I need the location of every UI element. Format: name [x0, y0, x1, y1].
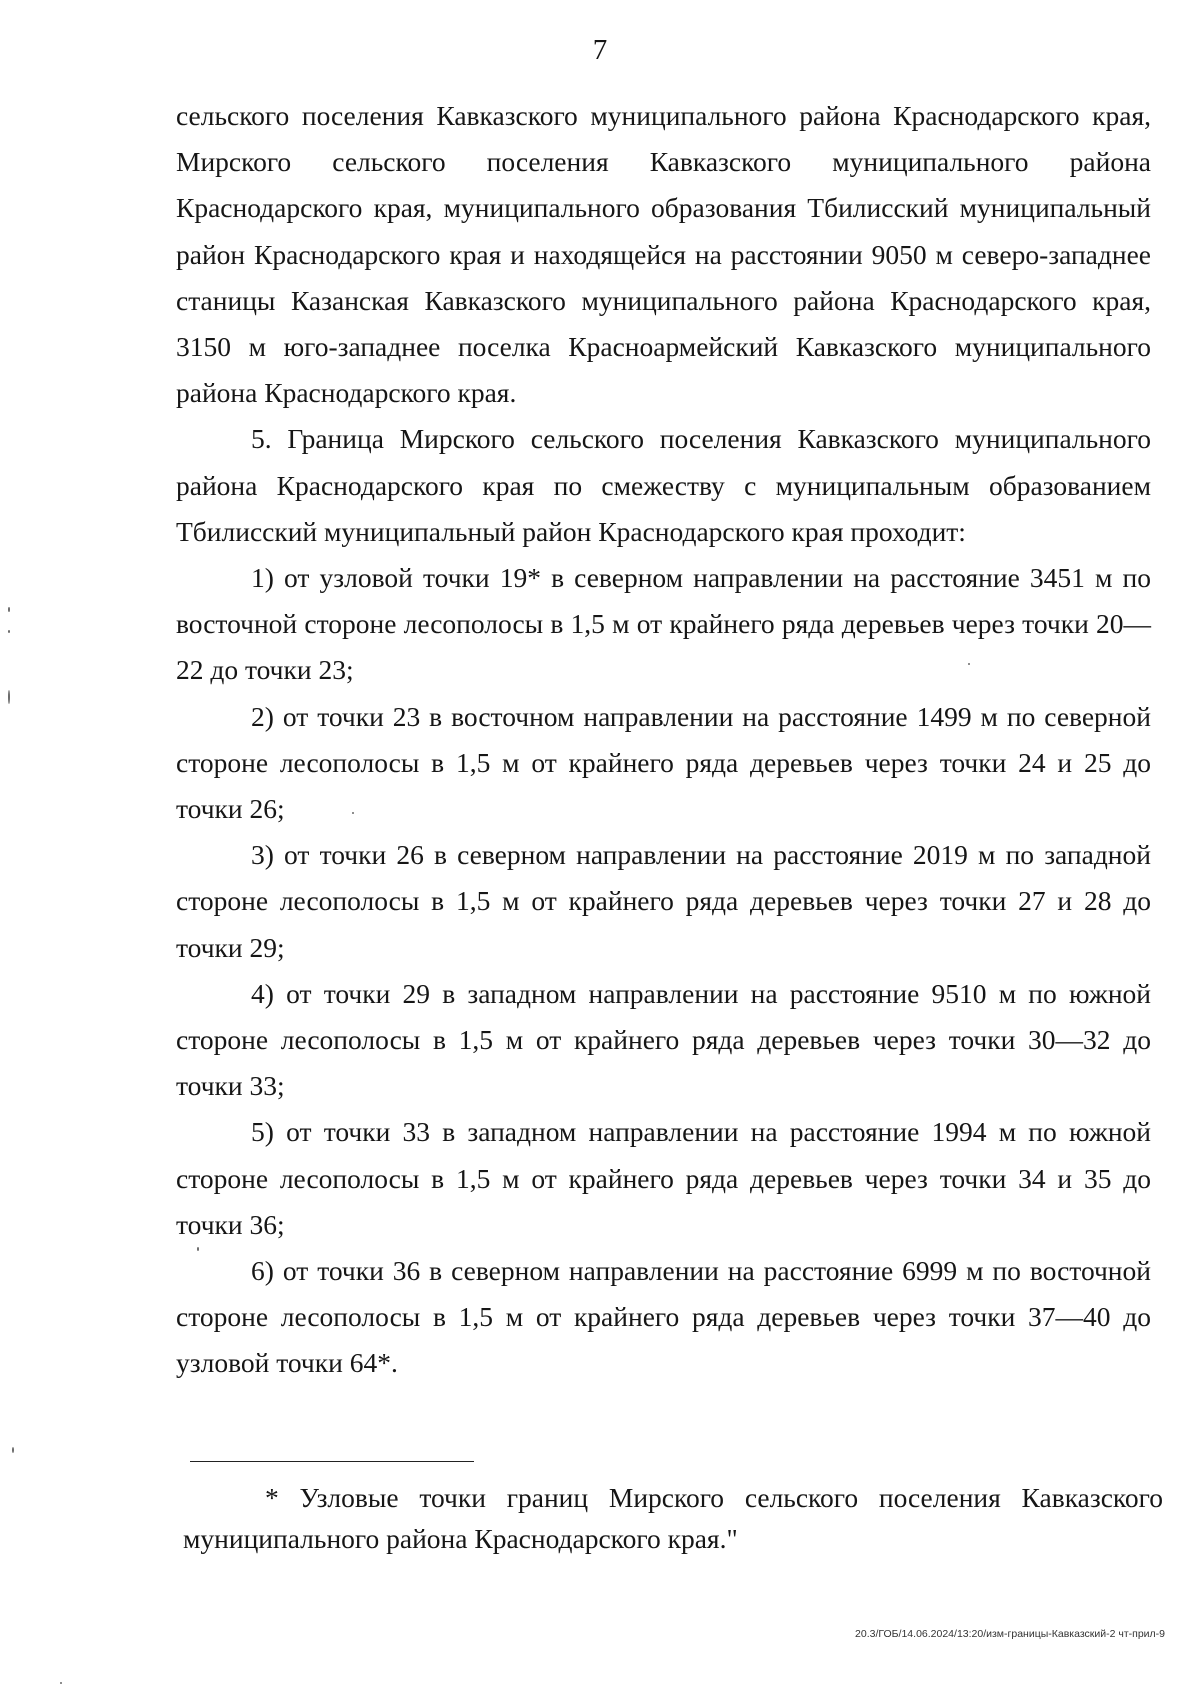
- boundary-item-3: 3) от точки 26 в северном направлении на расстояние 2019 м по западной стороне лесополосы в 1,5 м от крайнего ряда деревьев через точки 27 и 28 до точки 29;: [176, 839, 1151, 963]
- boundary-item-2: 2) от точки 23 в восточном направлении на расстояние 1499 м по северной стороне лесополосы в 1,5 м от крайнего ряда деревьев через точки 24 и 25 до точки 26;: [176, 700, 1151, 825]
- scan-speck: [352, 812, 354, 814]
- scan-speck: [8, 630, 10, 633]
- scan-speck: [60, 1682, 62, 1684]
- document-body: [176, 93, 1151, 1387]
- boundary-item-4: 4) от точки 29 в западном направлении на расстояние 9510 м по южной стороне лесополосы в 1,5 м от крайнего ряда деревьев через точки 30—32 до точки 33;: [176, 977, 1151, 1102]
- scan-speck: [12, 1447, 14, 1453]
- paragraph-section-5: 5. Граница Мирского сельского поселения Кавказского муниципального района Краснодарского края по смежеству с муниципальным образованием Тбилисский муниципальный район Краснодарского края проходит:: [176, 423, 1151, 547]
- scan-speck: [968, 663, 970, 665]
- scan-speck: [8, 607, 10, 612]
- footnote-separator: [190, 1461, 474, 1462]
- paragraph-continuation: сельского поселения Кавказского муниципального района Краснодарского края, Мирского сельского поселения Кавказского муниципального района Краснодарского края, муниципального образования Тбилисский муниципальный район Краснодарского края и находящейся на расстоянии 9050 м северо-западнее станицы Казанская Кавказского муниципального района Краснодарского края, 3150 м юго-западнее поселка Красноармейский Кавказского муниципального района Краснодарского края.: [176, 100, 1151, 409]
- page-number: 7: [592, 34, 608, 66]
- boundary-item-6: 6) от точки 36 в северном направлении на расстояние 6999 м по восточной стороне лесополосы в 1,5 м от крайнего ряда деревьев через точки 37—40 до узловой точки 64*.: [176, 1255, 1151, 1379]
- scan-speck: [197, 1247, 199, 1251]
- scan-speck: [8, 690, 10, 704]
- footnote: [183, 1477, 1163, 1559]
- boundary-item-5: 5) от точки 33 в западном направлении на расстояние 1994 м по южной стороне лесополосы в 1,5 м от крайнего ряда деревьев через точки 34 и 35 до точки 36;: [176, 1116, 1151, 1240]
- footnote-text: * Узловые точки границ Мирского сельского поселения Кавказского муниципального района Краснодарского края.": [183, 1482, 1163, 1554]
- boundary-item-1: 1) от узловой точки 19* в северном направлении на расстояние 3451 м по восточной стороне лесополосы в 1,5 м от крайнего ряда деревьев через точки 20—22 до точки 23;: [176, 562, 1151, 686]
- file-path-stamp: 20.3/ГОБ/14.06.2024/13:20/изм-границы-Кавказский-2 чт-прил-9: [855, 1628, 1165, 1640]
